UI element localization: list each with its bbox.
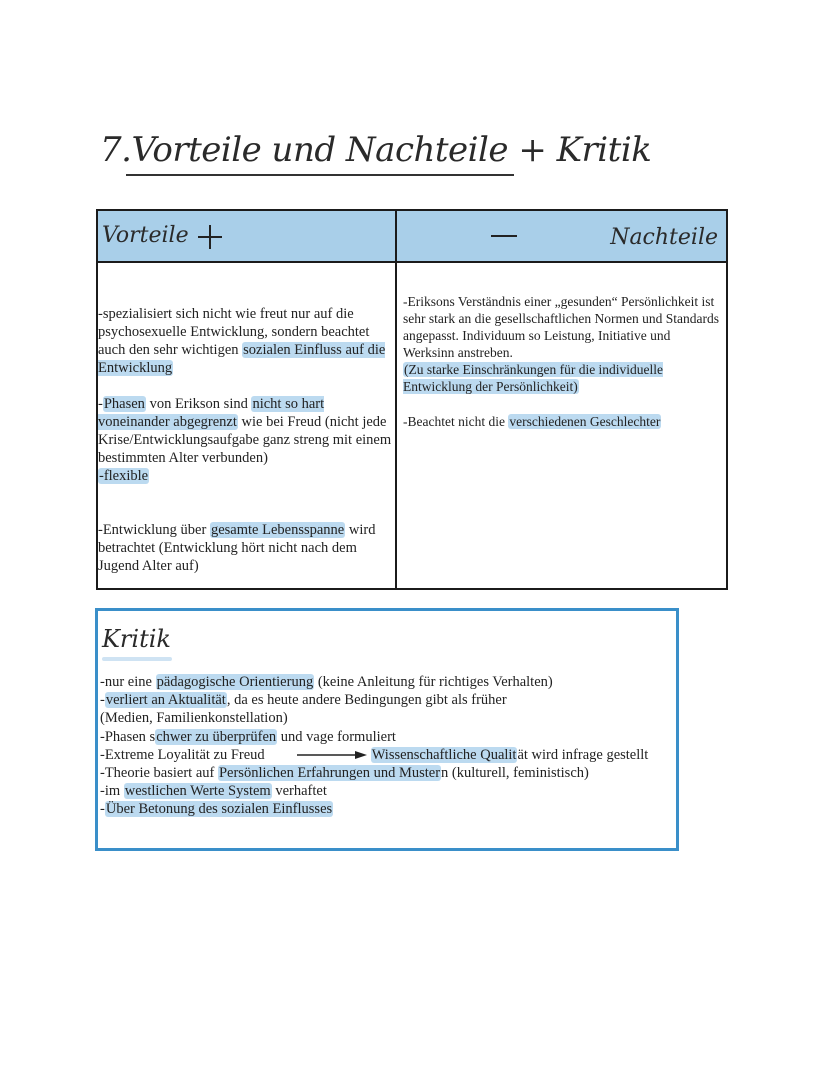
kritik-line: -nur eine pädagogische Orientierung (keine Anleitung für richtiges Verhalten) <box>100 674 553 690</box>
kritik-title-underline <box>102 657 172 661</box>
cons-cell <box>396 262 727 589</box>
page-title-block <box>100 128 652 188</box>
kritik-box <box>95 608 679 851</box>
pros-item-2: -Phasen von Erikson sind nicht so hart voneinander abgegrenzt wie bei Freud (nicht jede Krise/Entwicklungsaufgabe ganz streng mit einem bestimmten Alter verbunden) <box>98 396 392 466</box>
pros-item-4: -Entwicklung über gesamte Lebensspanne wird betrachtet (Entwicklung hört nicht nach dem Jugend Alter auf) <box>98 522 376 574</box>
pros-item-1: -spezialisiert sich nicht wie freut nur auf die psychosexuelle Entwicklung, sondern beachtet auch den sehr wichtigen sozialen Einfluss auf die Entwicklung <box>98 306 386 376</box>
kritik-list <box>100 673 648 819</box>
kritik-line: -Phasen schwer zu überprüfen und vage formuliert <box>100 728 396 745</box>
cons-header <box>396 210 727 262</box>
arrow-right-icon <box>297 750 367 760</box>
pros-cell <box>97 262 396 589</box>
kritik-line: -Extreme Loyalität zu Freud Wissenschaftliche Qualität wird infrage gestellt <box>100 746 649 763</box>
pros-header <box>97 210 396 262</box>
pros-header-label: Vorteile <box>102 223 189 248</box>
plus-icon <box>196 223 224 251</box>
kritik-title: Kritik <box>102 625 171 653</box>
cons-header-label: Nachteile <box>610 225 718 250</box>
kritik-line: -Über Betonung des sozialen Einflusses <box>100 801 333 818</box>
cons-item-1: -Eriksons Verständnis einer „gesunden“ Persönlichkeit ist sehr stark an die gesellschaftlichen Normen und Standards angepasst. Individuum so Leistung, Initiative und Werksinn anstreben. (Zu starke Einschränkungen für die individuelle Entwicklung der Persönlichkeit) <box>403 294 720 394</box>
kritik-line: (Medien, Familienkonstellation) <box>100 710 288 727</box>
title-underline <box>126 174 514 176</box>
cons-item-2: -Beachtet nicht die verschiedenen Geschlechter <box>403 414 661 429</box>
kritik-line: -Theorie basiert auf Persönlichen Erfahrungen und Mustern (kulturell, feministisch) <box>100 765 589 782</box>
kritik-line: -verliert an Aktualität, da es heute andere Bedingungen gibt als früher <box>100 692 507 709</box>
pros-item-3: -flexible <box>99 468 149 484</box>
pros-cons-table <box>96 209 728 590</box>
minus-icon <box>491 235 517 237</box>
page-title: 7.Vorteile und Nachteile + Kritik <box>100 130 652 170</box>
kritik-line: -im westlichen Werte System verhaftet <box>100 783 327 800</box>
